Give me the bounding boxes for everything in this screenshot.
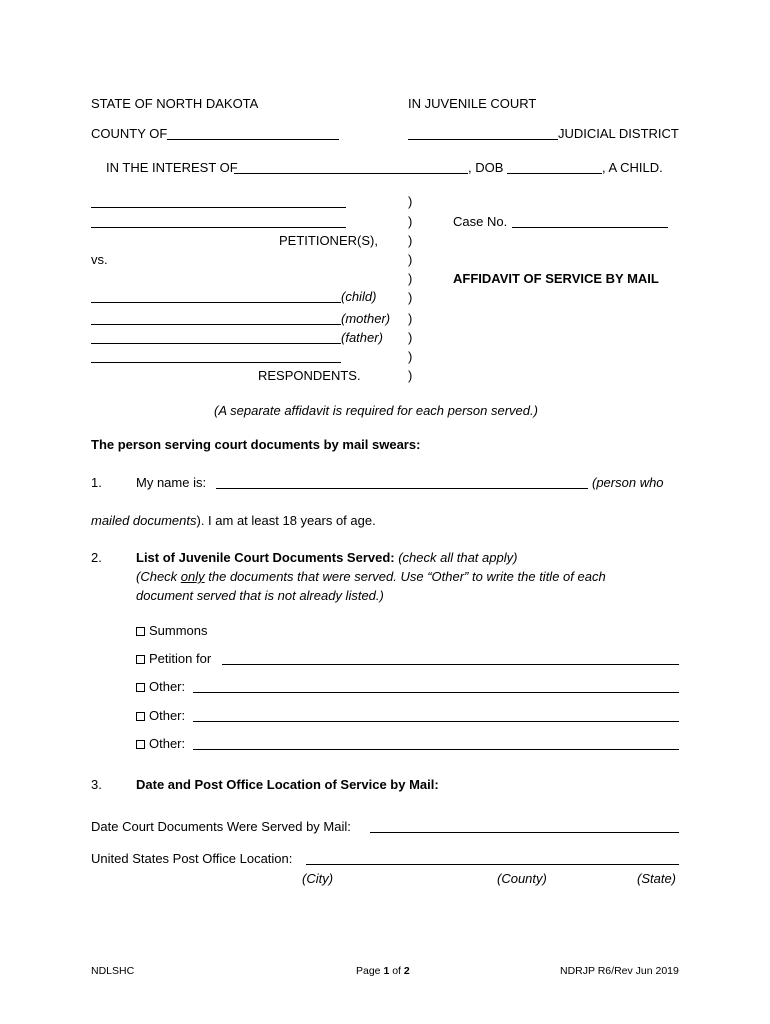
interest-label: IN THE INTEREST OF bbox=[106, 160, 238, 175]
county-field-label: (County) bbox=[497, 871, 547, 886]
checkbox[interactable] bbox=[136, 740, 145, 749]
other-respondent-field[interactable] bbox=[91, 362, 341, 363]
page-pre: Page bbox=[356, 965, 384, 977]
caption-paren: ) bbox=[408, 271, 413, 286]
checkbox[interactable] bbox=[136, 655, 145, 664]
caption-paren: ) bbox=[408, 290, 413, 305]
petitioner-field-2[interactable] bbox=[91, 227, 346, 228]
item1-number: 1. bbox=[91, 475, 102, 490]
document-title: AFFIDAVIT OF SERVICE BY MAIL bbox=[453, 271, 659, 286]
instr-post: the documents that were served. Use “Other” to write the title of each bbox=[204, 569, 606, 584]
instr-pre: (Check bbox=[136, 569, 181, 584]
option-other-1[interactable] bbox=[136, 679, 185, 695]
footer-left: NDLSHC bbox=[91, 965, 135, 977]
mother-role-label: (mother) bbox=[341, 311, 391, 326]
dob-label: , DOB bbox=[468, 160, 504, 175]
instr-only: only bbox=[180, 569, 205, 584]
other-field-1[interactable] bbox=[193, 692, 679, 693]
county-field[interactable] bbox=[167, 139, 339, 140]
documents-served-heading bbox=[136, 550, 517, 566]
option-label: Other: bbox=[149, 708, 186, 723]
option-label: Other: bbox=[149, 736, 186, 751]
page-total: 2 bbox=[403, 965, 410, 977]
other-field-2[interactable] bbox=[193, 721, 679, 722]
option-label: Other: bbox=[149, 679, 186, 694]
documents-instructions bbox=[136, 569, 606, 585]
dob-field[interactable] bbox=[507, 173, 602, 174]
documents-served-title: List of Juvenile Court Documents Served: bbox=[136, 550, 395, 565]
father-role-label: (father) bbox=[341, 330, 383, 345]
checkbox[interactable] bbox=[136, 712, 145, 721]
person-who-note: (person who bbox=[592, 475, 664, 490]
caption-paren: ) bbox=[408, 330, 413, 345]
item2-number: 2. bbox=[91, 550, 102, 565]
caption-paren: ) bbox=[408, 349, 413, 364]
district-field[interactable] bbox=[408, 139, 558, 140]
page-mid: of bbox=[389, 965, 404, 977]
caption-paren: ) bbox=[408, 311, 413, 326]
separate-affidavit-note: (A separate affidavit is required for each person served.) bbox=[214, 403, 538, 418]
age-text: ). I am at least 18 years of age. bbox=[196, 513, 376, 528]
service-location-heading: Date and Post Office Location of Service by Mail: bbox=[136, 777, 439, 792]
checkbox[interactable] bbox=[136, 627, 145, 636]
child-role-label: (child) bbox=[341, 289, 377, 304]
caption-paren: ) bbox=[408, 233, 413, 248]
state-heading: STATE OF NORTH DAKOTA bbox=[91, 96, 259, 111]
checkbox[interactable] bbox=[136, 683, 145, 692]
option-summons[interactable] bbox=[136, 623, 208, 639]
father-respondent-field[interactable] bbox=[91, 343, 341, 344]
city-label: (City) bbox=[302, 871, 334, 886]
other-field-3[interactable] bbox=[193, 749, 679, 750]
vs-label: vs. bbox=[91, 252, 108, 267]
mother-respondent-field[interactable] bbox=[91, 324, 341, 325]
documents-instructions-line2: document served that is not already listed.) bbox=[136, 588, 384, 603]
court-heading: IN JUVENILE COURT bbox=[408, 96, 537, 111]
mailed-documents-text: mailed documents bbox=[91, 513, 197, 528]
option-label: Petition for bbox=[149, 651, 212, 666]
name-label: My name is: bbox=[136, 475, 207, 490]
item3-number: 3. bbox=[91, 777, 102, 792]
child-respondent-field[interactable] bbox=[91, 302, 341, 303]
respondents-label: RESPONDENTS. bbox=[258, 368, 361, 383]
post-office-label: United States Post Office Location: bbox=[91, 851, 293, 866]
post-office-field[interactable] bbox=[306, 864, 679, 865]
county-label: COUNTY OF bbox=[91, 126, 168, 141]
case-no-field[interactable] bbox=[512, 227, 668, 228]
caption-paren: ) bbox=[408, 368, 413, 383]
option-other-3[interactable] bbox=[136, 736, 185, 752]
option-label: Summons bbox=[149, 623, 208, 638]
date-served-label: Date Court Documents Were Served by Mail: bbox=[91, 819, 351, 834]
petitioner-field-1[interactable] bbox=[91, 207, 346, 208]
age-statement bbox=[91, 513, 376, 529]
option-other-2[interactable] bbox=[136, 708, 185, 724]
option-petition[interactable] bbox=[136, 651, 211, 667]
page-number bbox=[356, 963, 410, 979]
page-current: 1 bbox=[383, 965, 390, 977]
caption-paren: ) bbox=[408, 214, 413, 229]
child-suffix: , A CHILD. bbox=[602, 160, 663, 175]
caption-paren: ) bbox=[408, 252, 413, 267]
caption-paren: ) bbox=[408, 194, 413, 209]
state-label: (State) bbox=[637, 871, 677, 886]
district-label: JUDICIAL DISTRICT bbox=[558, 126, 679, 141]
footer-right: NDRJP R6/Rev Jun 2019 bbox=[560, 965, 679, 977]
date-served-field[interactable] bbox=[370, 832, 679, 833]
swears-heading: The person serving court documents by mail swears: bbox=[91, 437, 421, 452]
petitioners-label: PETITIONER(S), bbox=[279, 233, 378, 248]
child-name-field[interactable] bbox=[234, 173, 468, 174]
petition-for-field[interactable] bbox=[222, 664, 679, 665]
server-name-field[interactable] bbox=[216, 488, 588, 489]
case-no-label: Case No. bbox=[453, 214, 508, 229]
check-all-note: (check all that apply) bbox=[394, 550, 518, 565]
